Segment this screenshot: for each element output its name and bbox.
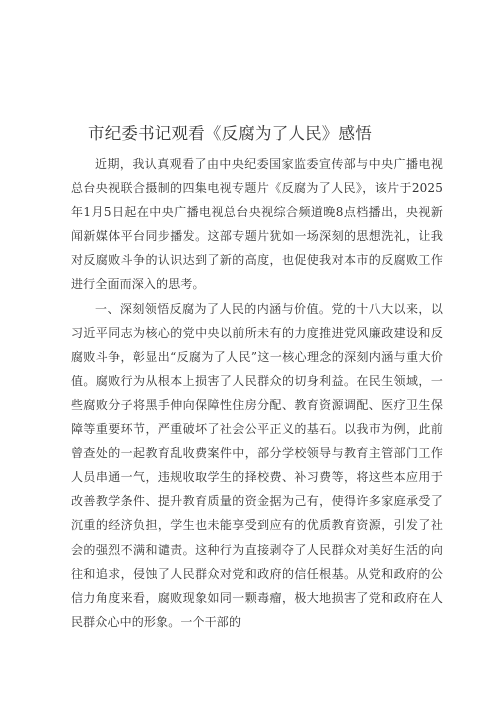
paragraph-section-one: 一、深刻领悟反腐为了人民的内涵与价值。党的十八大以来，以习近平同志为核心的党中央以前所未有的力度推进党风廉政建设和反腐败斗争，彰显出“反腐为了人民”这一核心理念的深刻内涵与重大价值。腐败行为从根本上损害了人民群众的切身利益。在民生领域，一些腐败分子将黑手伸向保障性住房分配、教育资源调配、医疗卫生保障等重要环节，严重破坏了社会公平正义的基石。以我市为例，此前曾查处的一起教育乱收费案件中，部分学校领导与教育主管部门工作人员串通一气，违规收取学生的择校费、补习费等，将这些本应用于改善教学条件、提升教育质量的资金据为己有，使得许多家庭承受了沉重的经济负担，学生也未能享受到应有的优质教育资源，引发了社会的强烈不满和谴责。这种行为直接剥夺了人民群众对美好生活的向往和追求，侵蚀了人民群众对党和政府的信任根基。从党和政府的公信力角度来看，腐败现象如同一颗毒瘤，极大地损害了党和政府在人民群众心中的形象。一个干部的 <box>71 301 443 629</box>
paragraph-intro: 近期，我认真观看了由中央纪委国家监委宣传部与中央广播电视总台央视联合摄制的四集电视专题片《反腐为了人民》，该片于2025年1月5日起在中央广播电视总台央视综合频道晚8点档播出，央视新闻新媒体平台同步播发。这部专题片犹如一场深刻的思想洗礼，让我对反腐败斗争的认识达到了新的高度，也促使我对本市的反腐败工作进行全面而深入的思考。 <box>71 157 443 292</box>
document-title: 市纪委书记观看《反腐为了人民》感悟 <box>88 124 372 143</box>
document-body <box>71 152 443 634</box>
